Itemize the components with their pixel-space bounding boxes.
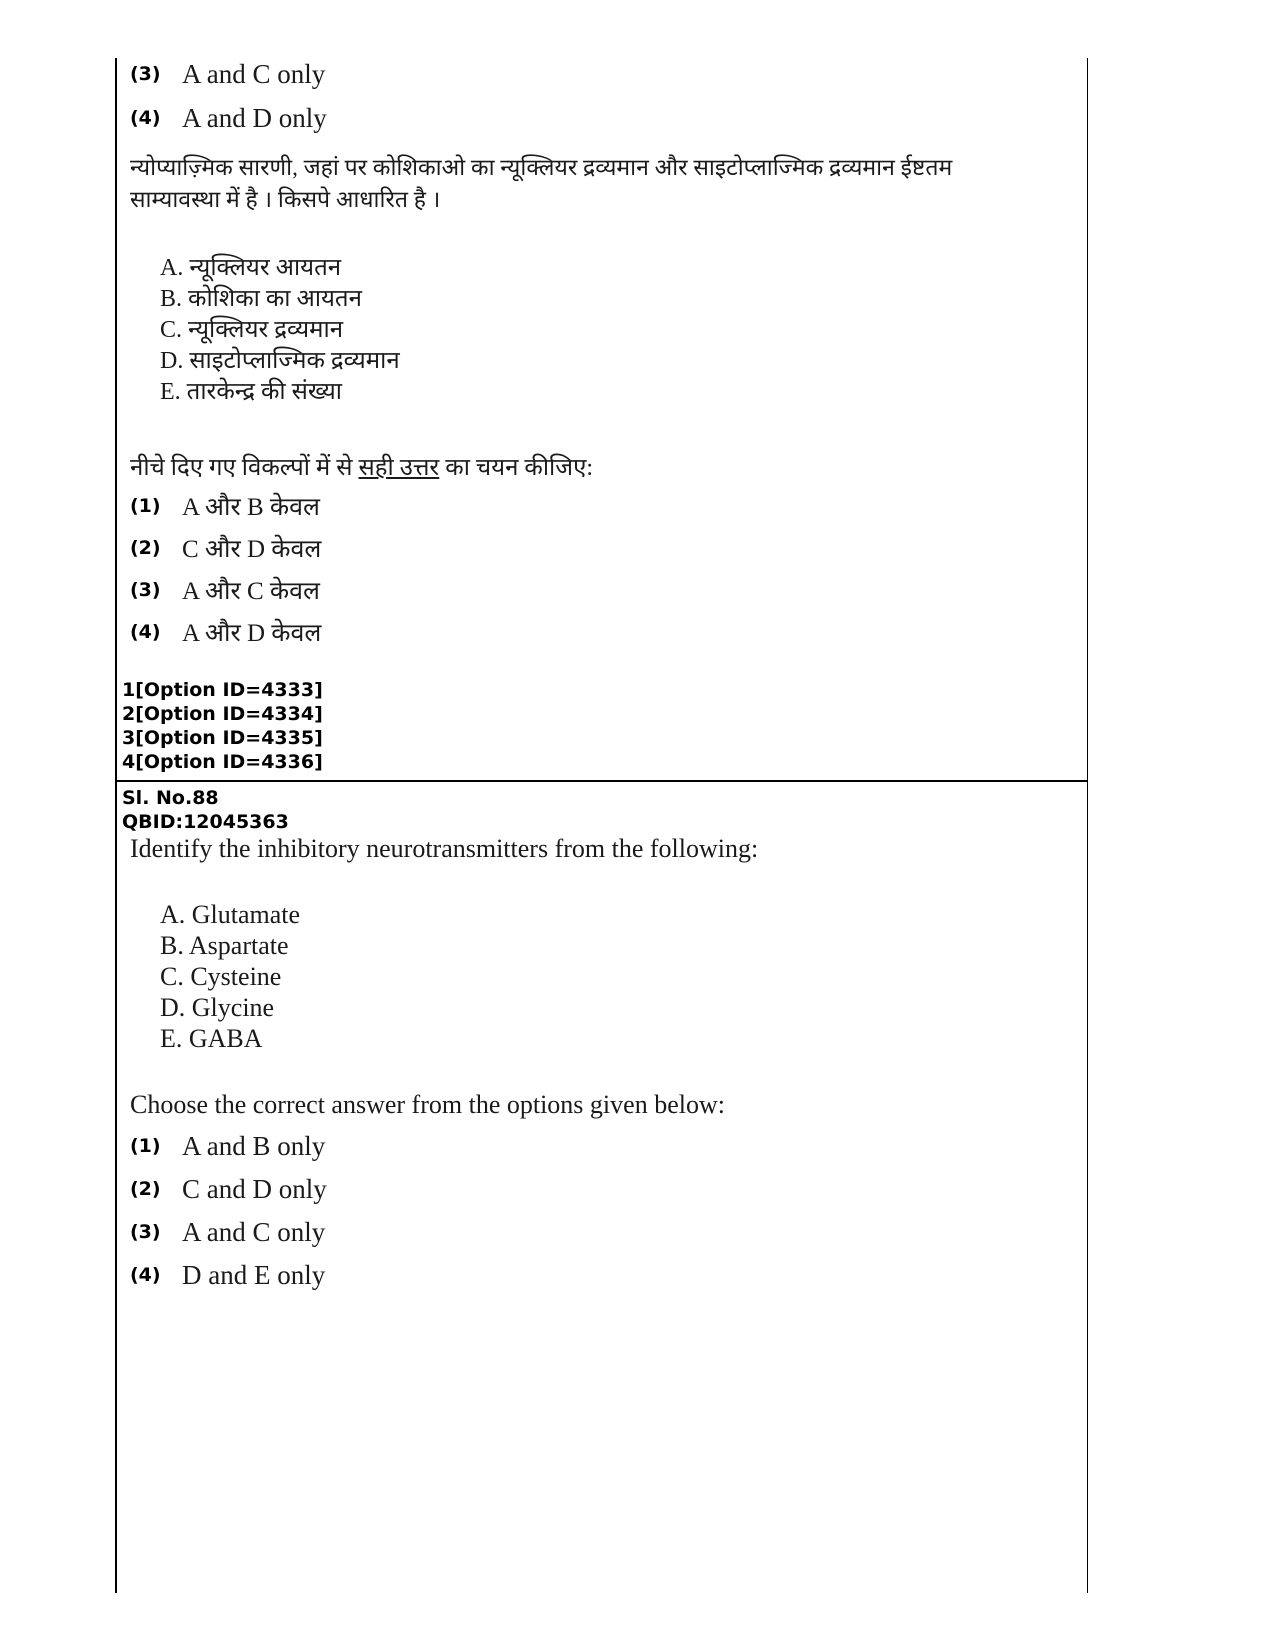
option-number: (4): [130, 621, 161, 643]
option-text: A and D only: [182, 102, 327, 133]
choose-prefix: नीचे दिए गए विकल्पों में से: [130, 455, 359, 481]
option-number: (3): [130, 1221, 161, 1243]
option-number: (2): [130, 537, 161, 559]
hindi-choose-instruction: [130, 450, 593, 483]
option-text: D and E only: [182, 1259, 326, 1290]
option-number: (1): [130, 495, 161, 517]
option-id-4: 4[Option ID=4336]: [122, 751, 323, 773]
question-option-1: [130, 1128, 325, 1164]
prev-top-option-3: [130, 56, 325, 92]
option-text: A and B only: [182, 1130, 326, 1161]
question-item-b: B. Aspartate: [160, 931, 289, 960]
hindi-item-d: D. साइटोप्लाज्मिक द्रव्यमान: [160, 348, 400, 374]
page-frame-left-border: [115, 58, 117, 1593]
choose-underlined: सही उत्तर: [358, 455, 440, 481]
question-item-d: D. Glycine: [160, 993, 275, 1022]
option-number: (1): [130, 1135, 161, 1157]
option-text: C और D केवल: [182, 536, 322, 563]
page-frame-right-border: [1087, 58, 1088, 1593]
prev-top-option-4: [130, 100, 327, 136]
question-option-2: [130, 1171, 327, 1207]
question-option-4: [130, 1257, 325, 1293]
hindi-item-b: B. कोशिका का आयतन: [160, 286, 362, 312]
option-id-2: 2[Option ID=4334]: [122, 703, 323, 725]
question-header: [122, 786, 289, 834]
option-number: (2): [130, 1178, 161, 1200]
option-number: (3): [130, 63, 161, 85]
option-number: (4): [130, 1264, 161, 1286]
prev-option-1: [130, 488, 320, 524]
question-option-3: [130, 1214, 325, 1250]
serial-number: Sl. No.88: [122, 787, 219, 809]
hindi-stem-line-1: न्योप्याज़्मिक सारणी, जहां पर कोशिकाओ का न्यूक्लियर द्रव्यमान और साइटोप्लाज्मिक द्रव्यमान ईष्टतम: [130, 155, 953, 180]
question-item-e: E. GABA: [160, 1024, 263, 1053]
option-text: C and D only: [182, 1173, 327, 1204]
question-divider: [115, 780, 1088, 782]
option-id-list: [122, 678, 323, 774]
option-text: A और C केवल: [182, 578, 320, 605]
choose-suffix: का चयन कीजिए:: [439, 455, 594, 481]
option-text: A and C only: [182, 1216, 326, 1247]
hindi-item-a: A. न्यूक्लियर आयतन: [160, 255, 342, 281]
question-stem: Identify the inhibitory neurotransmitters from the following:: [130, 834, 759, 863]
prev-option-2: [130, 530, 321, 566]
hindi-item-c: C. न्यूक्लियर द्रव्यमान: [160, 317, 344, 343]
prev-option-3: [130, 572, 320, 608]
option-text: A और B केवल: [182, 494, 320, 521]
prev-option-4: [130, 614, 321, 650]
qbid: QBID:12045363: [122, 811, 289, 833]
option-id-3: 3[Option ID=4335]: [122, 727, 323, 749]
question-item-a: A. Glutamate: [160, 900, 301, 929]
option-number: (3): [130, 579, 161, 601]
option-text: A and C only: [182, 58, 326, 89]
option-number: (4): [130, 107, 161, 129]
question-item-c: C. Cysteine: [160, 962, 282, 991]
hindi-item-e: E. तारकेन्द्र की संख्या: [160, 379, 343, 405]
option-id-1: 1[Option ID=4333]: [122, 679, 323, 701]
option-text: A और D केवल: [182, 620, 322, 647]
hindi-stem-line-2: साम्यावस्था में है । किसपे आधारित है ।: [130, 187, 441, 212]
choose-instruction: Choose the correct answer from the options given below:: [130, 1090, 725, 1119]
